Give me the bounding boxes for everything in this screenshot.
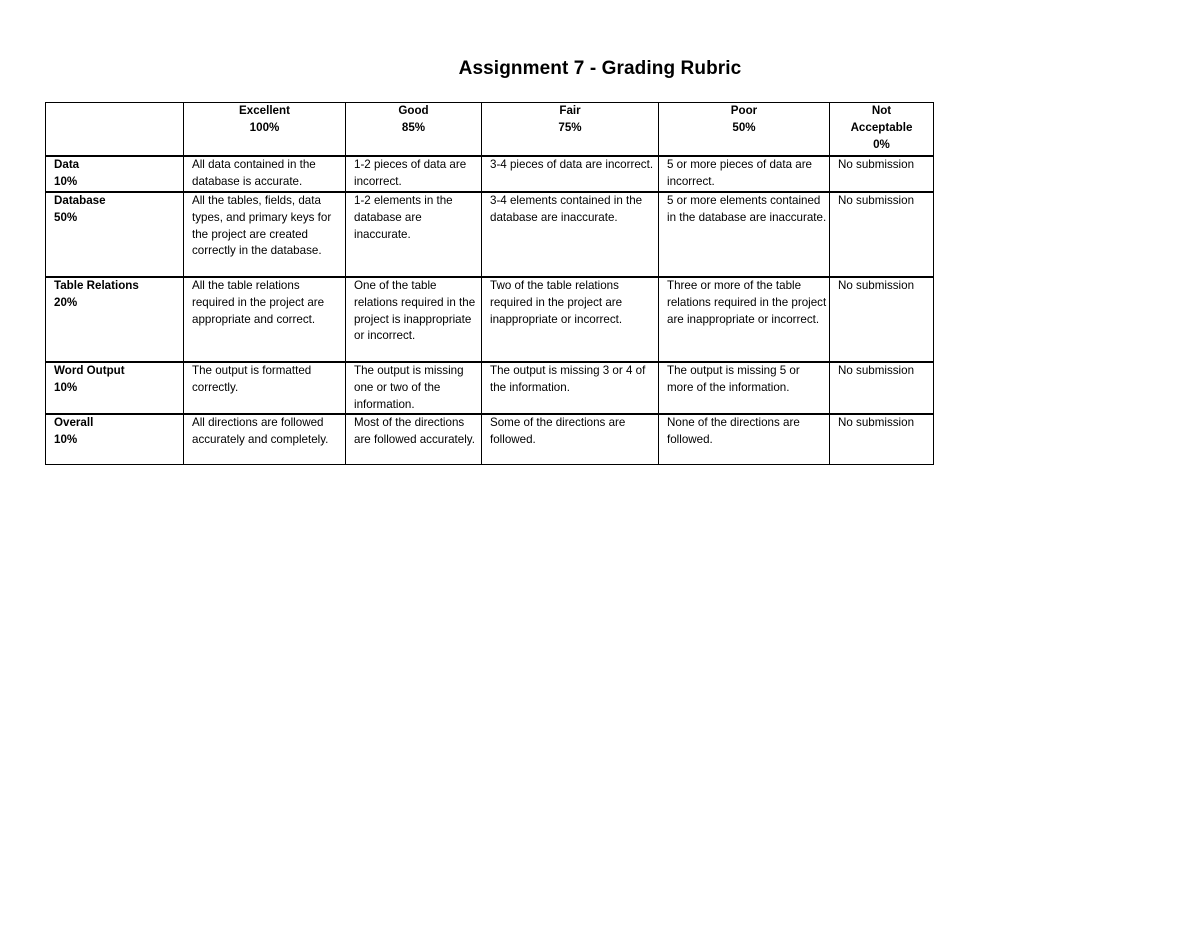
- rubric-cell: No submission: [830, 192, 934, 277]
- table-row: [46, 156, 934, 192]
- rubric-cell: Some of the directions are followed.: [482, 414, 659, 465]
- rubric-cell: 5 or more elements contained in the database are inaccurate.: [659, 192, 830, 277]
- rubric-cell: No submission: [830, 362, 934, 414]
- rubric-cell: The output is missing 3 or 4 of the information.: [482, 362, 659, 414]
- rubric-cell: 3-4 elements contained in the database are inaccurate.: [482, 192, 659, 277]
- page-title: Assignment 7 - Grading Rubric: [458, 58, 742, 79]
- rubric-cell: No submission: [830, 414, 934, 465]
- rubric-cell: One of the table relations required in the project is inappropriate or incorrect.: [346, 277, 482, 362]
- header-good: Good 85%: [346, 103, 482, 157]
- rubric-cell: All data contained in the database is accurate.: [184, 156, 346, 192]
- rubric-cell: 5 or more pieces of data are incorrect.: [659, 156, 830, 192]
- header-blank-cell: [46, 103, 184, 157]
- header-excellent: Excellent 100%: [184, 103, 346, 157]
- rubric-cell: 1-2 elements in the database are inaccurate.: [346, 192, 482, 277]
- criterion-cell: Database 50%: [46, 192, 184, 277]
- rubric-cell: None of the directions are followed.: [659, 414, 830, 465]
- table-row: [46, 414, 934, 465]
- criterion-cell: Table Relations 20%: [46, 277, 184, 362]
- rubric-cell: All directions are followed accurately and completely.: [184, 414, 346, 465]
- rubric-cell: Three or more of the table relations required in the project are inappropriate or incorrect.: [659, 277, 830, 362]
- rubric-cell: All the tables, fields, data types, and primary keys for the project are created correctly in the database.: [184, 192, 346, 277]
- rubric-cell: The output is missing one or two of the information.: [346, 362, 482, 414]
- header-fair: Fair 75%: [482, 103, 659, 157]
- rubric-cell: 3-4 pieces of data are incorrect.: [482, 156, 659, 192]
- table-row: [46, 362, 934, 414]
- criterion-cell: Data 10%: [46, 156, 184, 192]
- criterion-cell: Word Output 10%: [46, 362, 184, 414]
- header-not-acceptable: Not Acceptable 0%: [830, 103, 934, 157]
- header-poor: Poor 50%: [659, 103, 830, 157]
- criterion-cell: Overall 10%: [46, 414, 184, 465]
- rubric-cell: No submission: [830, 277, 934, 362]
- rubric-cell: The output is missing 5 or more of the information.: [659, 362, 830, 414]
- rubric-cell: 1-2 pieces of data are incorrect.: [346, 156, 482, 192]
- header-row: [46, 103, 934, 157]
- table-row: [46, 192, 934, 277]
- rubric-cell: Two of the table relations required in the project are inappropriate or incorrect.: [482, 277, 659, 362]
- rubric-cell: Most of the directions are followed accurately.: [346, 414, 482, 465]
- table-row: [46, 277, 934, 362]
- grading-rubric-table: [45, 102, 934, 465]
- rubric-cell: The output is formatted correctly.: [184, 362, 346, 414]
- rubric-cell: No submission: [830, 156, 934, 192]
- rubric-cell: All the table relations required in the project are appropriate and correct.: [184, 277, 346, 362]
